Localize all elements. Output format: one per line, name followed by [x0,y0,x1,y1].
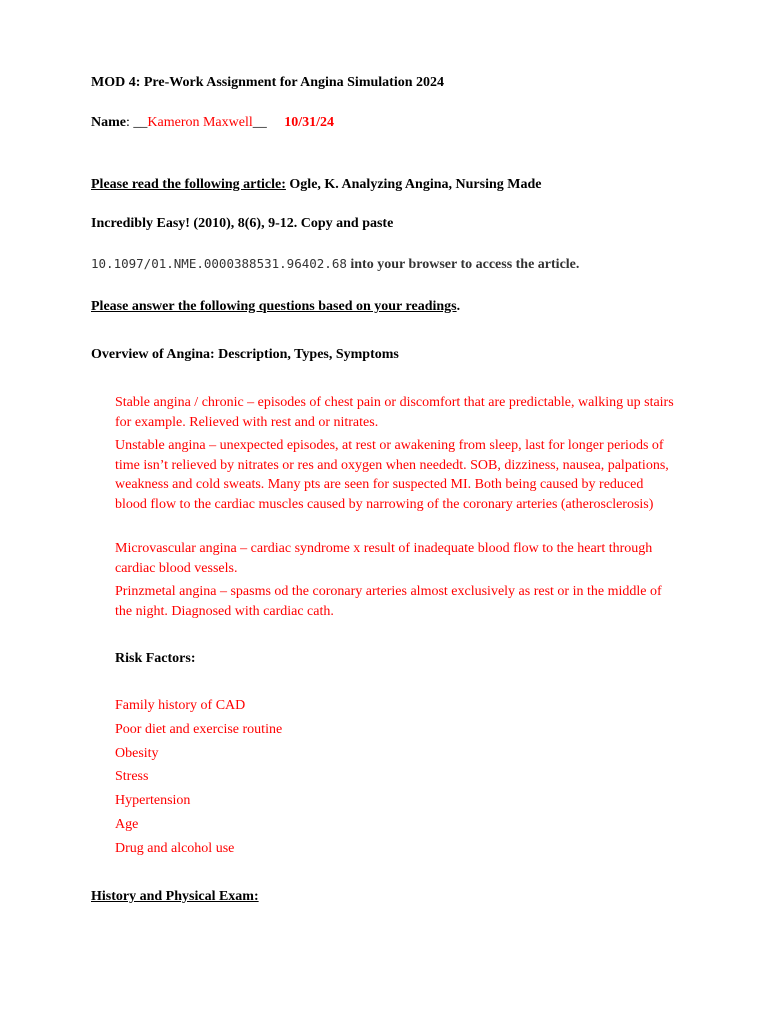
assignment-date: 10/31/24 [284,115,335,130]
overview-item-microvascular: Microvascular angina – cardiac syndrome x result of inadequate blood flow to the heart through cardiac blood vessels. [115,541,653,576]
risk-factor-item: Age [115,817,139,832]
name-label: Name [91,115,126,130]
risk-factor-item: Poor diet and exercise routine [115,722,283,737]
answer-prompt-period: . [456,299,461,314]
answer-prompt: Please answer the following questions based on your readings [91,299,457,314]
risk-factor-item: Obesity [115,746,159,761]
overview-item-unstable: Unstable angina – unexpected episodes, at rest or awakening from sleep, last for longer periods of time isn’t relieved by nitrates or res and oxygen when neededt. SOB, dizziness, nausea, palpations, weakness and cold sweats. Many pts are seen for suspected MI. Both being caused by reduced blood flow to the cardiac muscles caused by narrowing of the coronary arteries (atherosclerosis) [115,438,669,512]
name-colon: : __ [126,115,148,130]
risk-factor-item: Family history of CAD [115,698,246,713]
name-trail: __ [252,115,267,130]
overview-heading: Overview of Angina: Description, Types, Symptoms [91,347,399,362]
document-title: MOD 4: Pre-Work Assignment for Angina Simulation 2024 [91,75,445,90]
overview-item-prinzmetal: Prinzmetal angina – spasms od the coronary arteries almost exclusively as rest or in the middle of the night. Diagnosed with cardiac cath. [115,584,662,619]
risk-factor-item: Stress [115,769,149,784]
citation-line-1: Ogle, K. Analyzing Angina, Nursing Made [285,177,542,192]
history-physical-heading: History and Physical Exam: [91,889,259,904]
risk-factor-item: Hypertension [115,793,191,808]
read-article-prompt: Please read the following article: [91,177,286,192]
read-article-line [91,176,541,194]
risk-factor-item: Drug and alcohol use [115,841,235,856]
doi-line [91,255,579,274]
student-name: Kameron Maxwell [147,115,253,130]
overview-item-stable: Stable angina / chronic – episodes of chest pain or discomfort that are predictable, walking up stairs for example. Relieved with rest and or nitrates. [115,395,674,430]
name-row [91,114,334,132]
answer-prompt-line [91,298,460,316]
risk-factors-heading: Risk Factors: [115,651,196,666]
doi-instruction: into your browser to access the article. [346,257,580,272]
citation-line-2: Incredibly Easy! (2010), 8(6), 9-12. Copy and paste [91,216,394,231]
doi-text: 10.1097/01.NME.0000388531.96402.68 [91,256,347,271]
